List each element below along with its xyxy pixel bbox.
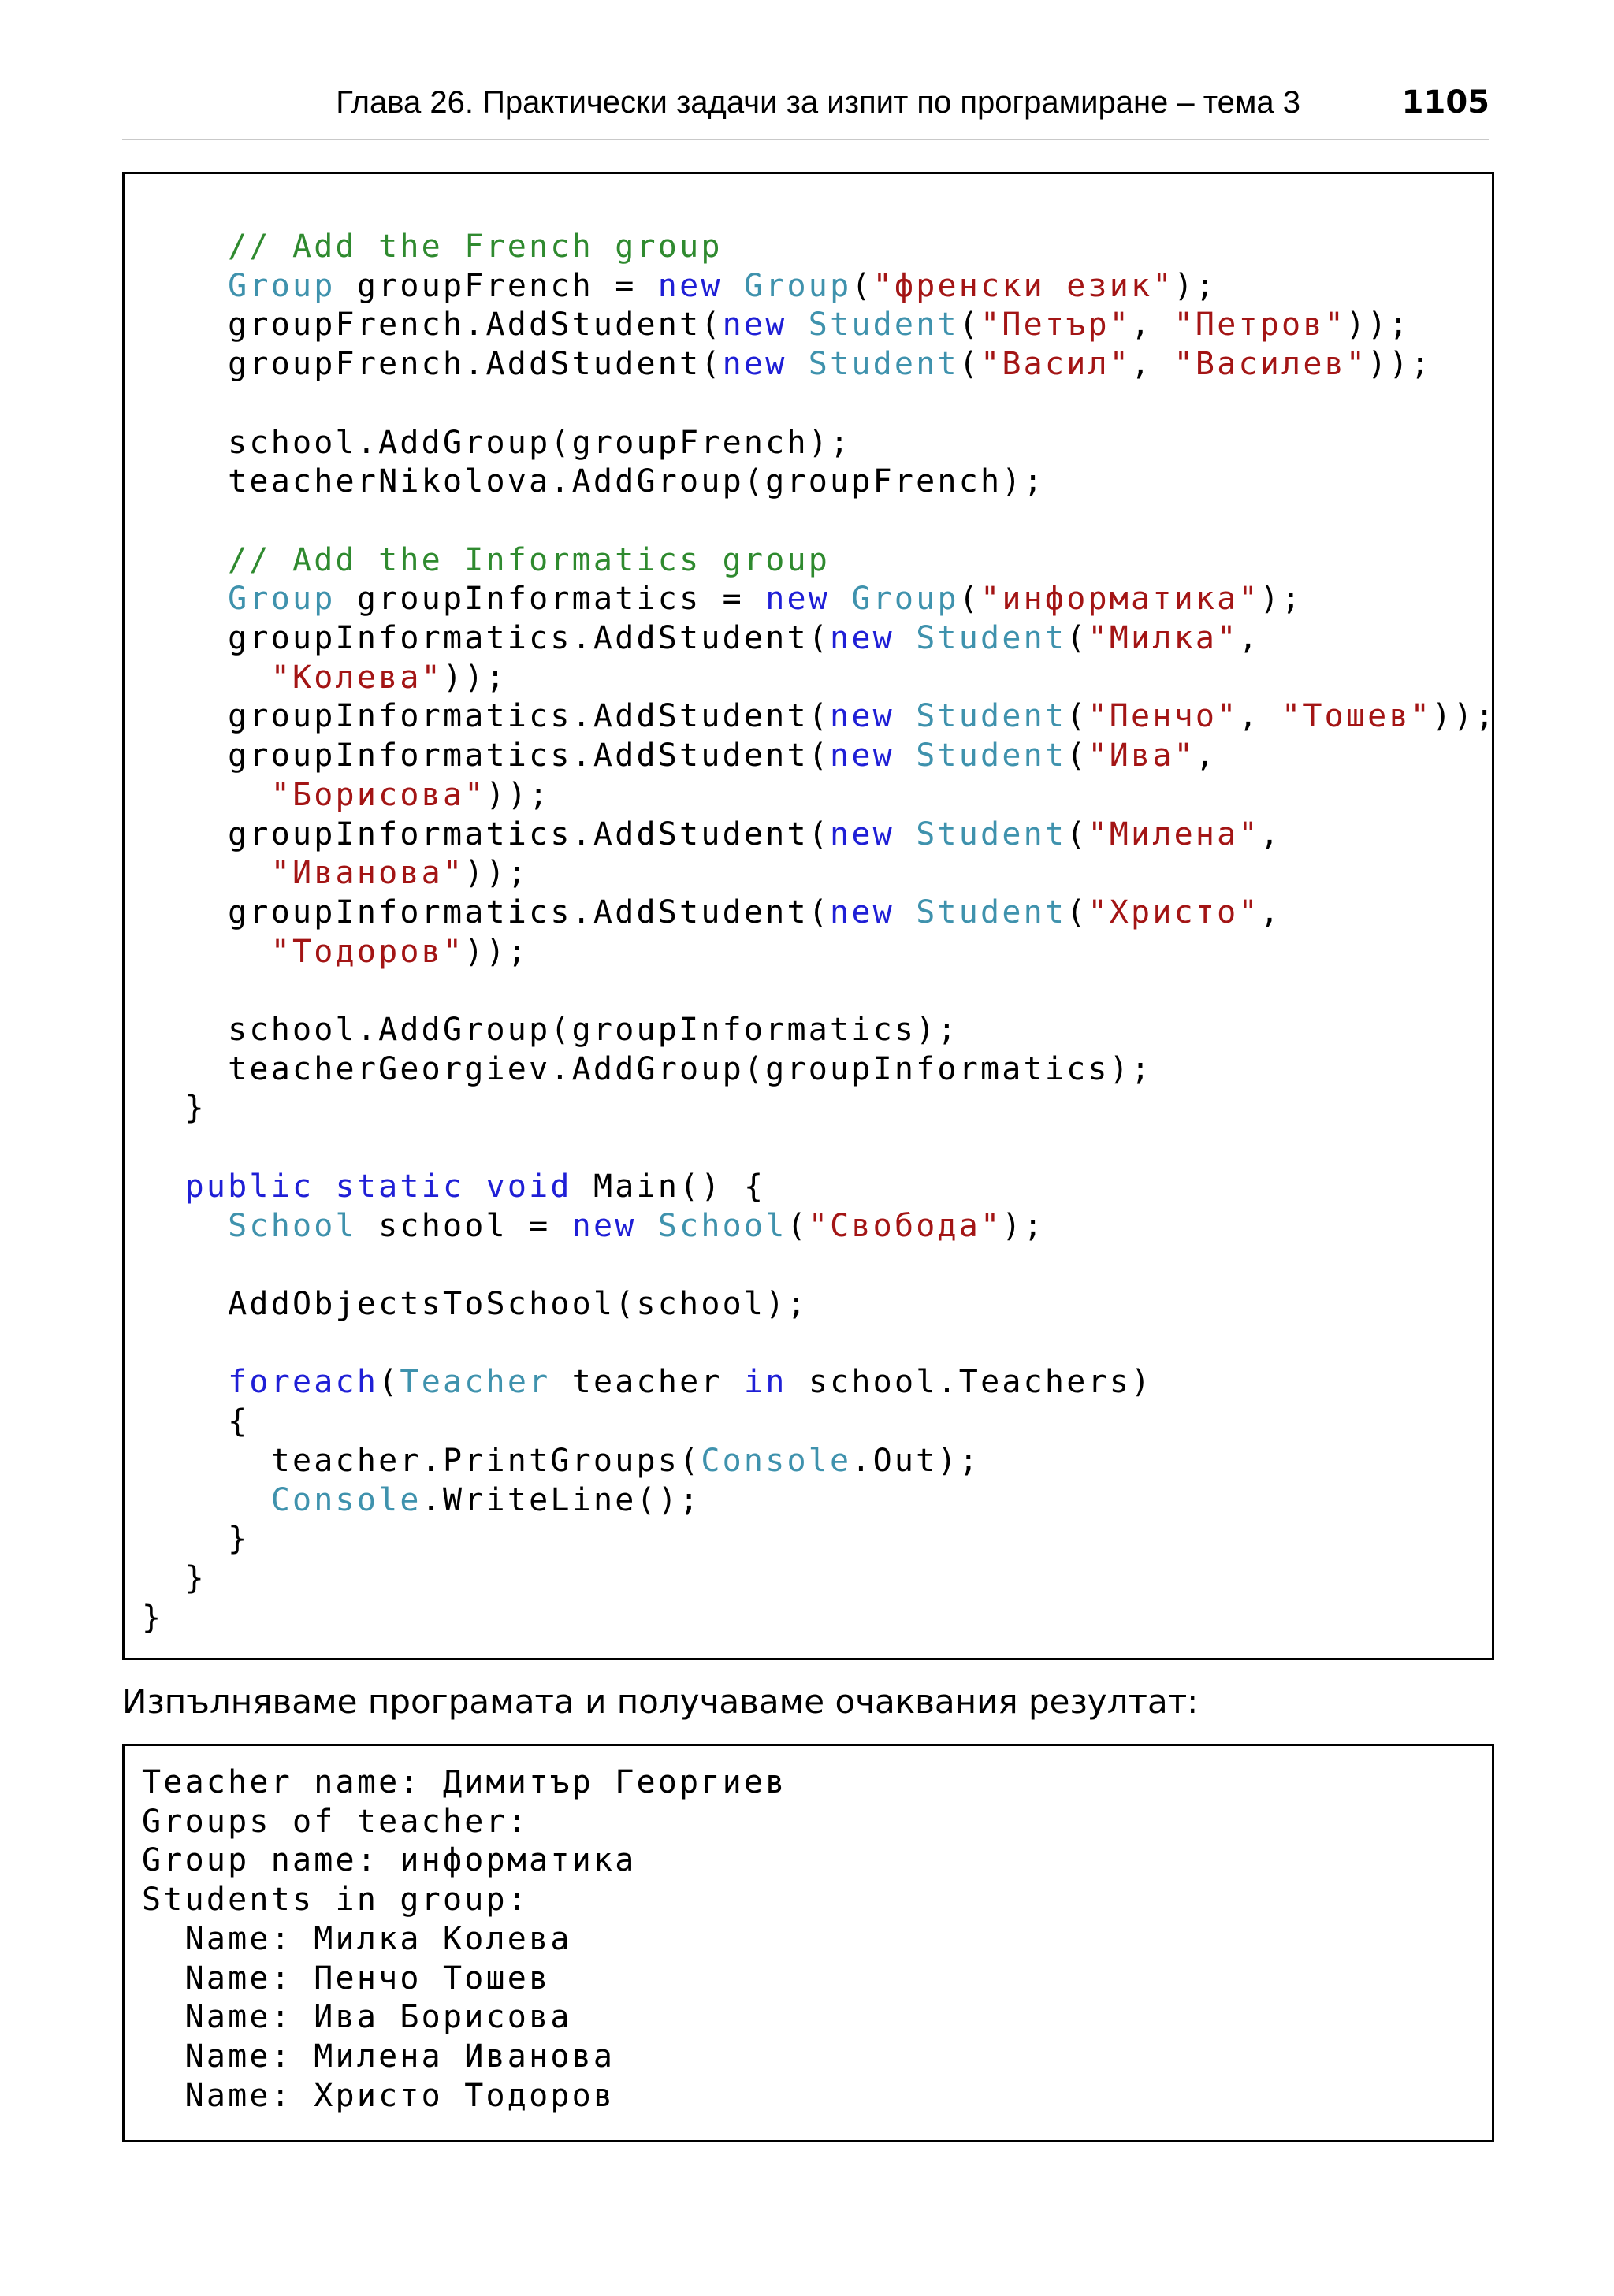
code-token: "Милка"	[1088, 620, 1239, 657]
code-token	[142, 228, 228, 265]
code-line	[142, 346, 1432, 382]
code-token: ));	[442, 659, 508, 696]
code-token: (	[1066, 620, 1088, 657]
code-token	[787, 307, 808, 343]
code-token: groupFrench.AddStudent(	[142, 307, 723, 344]
code-token: school =	[356, 1207, 572, 1244]
code-token	[830, 581, 851, 617]
code-token: Student	[916, 620, 1067, 657]
code-line	[142, 894, 1281, 931]
code-token: );	[1173, 267, 1218, 304]
code-token: Student	[916, 698, 1067, 735]
code-token: ,	[1238, 698, 1282, 735]
code-token: ));	[464, 855, 530, 892]
code-line	[142, 1443, 980, 1479]
code-token	[142, 1208, 228, 1244]
code-token: teacherNikolova.AddGroup(groupFrench);	[142, 463, 1045, 500]
code-token: ));	[1345, 307, 1411, 344]
code-token: }	[142, 1559, 206, 1596]
code-token	[142, 268, 228, 304]
code-token: "Борисова"	[270, 776, 486, 813]
code-line	[142, 620, 1260, 656]
code-token: "Пенчо"	[1088, 698, 1239, 735]
code-token: "Иванова"	[270, 855, 465, 892]
code-token: // Add the Informatics group	[228, 541, 831, 578]
code-token: new	[830, 698, 894, 735]
output-line: Teacher name: Димитър Георгиев	[142, 1764, 787, 1800]
code-token: (	[958, 307, 981, 344]
code-token: ,	[1195, 737, 1218, 775]
code-token	[894, 894, 916, 931]
code-token: ,	[1259, 894, 1282, 931]
code-token: Console	[270, 1481, 422, 1518]
code-line	[142, 1482, 701, 1518]
code-token: }	[142, 1090, 206, 1127]
code-token	[142, 1364, 228, 1400]
code-token: public	[184, 1168, 314, 1205]
code-token: .WriteLine();	[421, 1481, 701, 1518]
code-token: new	[830, 737, 894, 775]
code-token: (	[958, 581, 981, 618]
page-header	[122, 82, 1489, 123]
code-token: (	[958, 346, 981, 383]
code-token: {	[142, 1403, 250, 1440]
code-token: ,	[1131, 307, 1174, 344]
code-line	[142, 934, 529, 970]
code-line	[142, 659, 508, 696]
code-token: teacherGeorgiev.AddGroup(groupInformatics);	[142, 1050, 1153, 1087]
code-token: (	[1066, 815, 1088, 853]
code-line	[142, 1012, 959, 1048]
code-token: "информатика"	[980, 581, 1260, 618]
code-token: "Христо"	[1088, 894, 1260, 931]
code-token	[464, 1168, 485, 1205]
code-line	[142, 307, 1411, 343]
code-token: new	[830, 894, 894, 931]
code-token	[894, 816, 916, 853]
code-token: groupInformatics.AddStudent(	[142, 620, 831, 657]
code-token: groupFrench.AddStudent(	[142, 346, 723, 383]
code-token: Student	[808, 346, 959, 383]
code-token: );	[1002, 1207, 1045, 1244]
header-divider	[122, 139, 1489, 140]
code-token	[142, 1168, 185, 1205]
code-token: teacher	[550, 1364, 744, 1401]
page-number: 1105	[1401, 84, 1489, 121]
code-line	[142, 1286, 809, 1322]
chapter-title: Глава 26. Практически задачи за изпит по програмиране – тема 3	[336, 85, 1300, 120]
code-token	[787, 346, 808, 382]
code-token: ));	[1367, 346, 1433, 383]
code-token	[142, 581, 228, 617]
code-token: Group	[851, 581, 959, 618]
code-token: Teacher	[400, 1364, 551, 1401]
code-token: groupInformatics.AddStudent(	[142, 894, 831, 931]
code-token: ));	[464, 933, 530, 970]
code-token: (	[1066, 737, 1088, 775]
code-token: school.AddGroup(groupFrench);	[142, 424, 852, 461]
code-token: (	[378, 1364, 400, 1401]
code-token: new	[722, 346, 787, 383]
code-token: school.Teachers)	[787, 1364, 1153, 1401]
code-token	[142, 777, 271, 813]
code-token: in	[743, 1364, 787, 1401]
code-token: new	[830, 815, 894, 853]
code-line	[142, 1521, 249, 1557]
code-line	[142, 1403, 249, 1440]
code-token	[314, 1168, 335, 1205]
code-token	[723, 268, 744, 304]
code-line	[142, 1208, 1045, 1244]
code-token: (	[787, 1207, 809, 1244]
code-line	[142, 737, 1217, 774]
code-token: Console	[701, 1442, 852, 1479]
code-token: ));	[1432, 698, 1497, 735]
program-output-box	[122, 1744, 1494, 2142]
code-line	[142, 425, 851, 461]
code-line	[142, 855, 529, 891]
code-token: groupFrench =	[335, 267, 658, 304]
code-token: void	[485, 1168, 572, 1205]
code-token: AddObjectsToSchool(school);	[142, 1285, 809, 1322]
code-token	[142, 542, 228, 578]
output-line: Groups of teacher:	[142, 1803, 530, 1840]
code-token: (	[851, 267, 873, 304]
code-line	[142, 777, 550, 813]
code-token: ,	[1238, 620, 1260, 657]
program-output	[142, 1763, 787, 2116]
output-line: Name: Ива Борисова	[142, 1999, 572, 2036]
code-token: ,	[1131, 346, 1174, 383]
source-code	[142, 228, 1497, 1637]
code-token: Group	[228, 267, 336, 304]
code-line	[142, 816, 1281, 853]
code-token: // Add the French group	[228, 228, 723, 265]
code-token: groupInformatics =	[335, 581, 766, 618]
code-line	[142, 1560, 206, 1596]
code-line	[142, 542, 830, 578]
code-token: "Ива"	[1088, 737, 1196, 775]
code-line	[142, 1051, 1152, 1087]
code-token: teacher.PrintGroups(	[142, 1442, 701, 1479]
code-token: "Петър"	[980, 307, 1132, 344]
code-token: }	[142, 1599, 164, 1636]
code-line	[142, 698, 1497, 734]
code-token: Student	[916, 894, 1067, 931]
code-token: School	[228, 1207, 357, 1244]
code-token: .Out);	[851, 1442, 981, 1479]
code-token: ,	[1259, 815, 1282, 853]
code-line	[142, 1168, 765, 1205]
code-line	[142, 1599, 163, 1636]
code-token: ));	[485, 776, 551, 813]
output-line: Name: Милена Иванова	[142, 2038, 615, 2075]
code-token: "Петров"	[1173, 307, 1346, 344]
code-token	[894, 698, 916, 734]
code-token: new	[722, 307, 787, 344]
code-line	[142, 581, 1303, 617]
code-line	[142, 1364, 1152, 1400]
code-line	[142, 268, 1217, 304]
output-line: Students in group:	[142, 1882, 530, 1919]
code-token: groupInformatics.AddStudent(	[142, 737, 831, 775]
code-token	[142, 659, 271, 696]
code-token	[142, 1482, 271, 1518]
code-token: "Тодоров"	[270, 933, 465, 970]
code-token: new	[765, 581, 831, 618]
code-token: "Василев"	[1173, 346, 1368, 383]
code-token: groupInformatics.AddStudent(	[142, 815, 831, 853]
code-token: Student	[916, 815, 1067, 853]
code-token	[894, 737, 916, 774]
code-token: "Колева"	[270, 659, 443, 696]
code-token: "Тошев"	[1281, 698, 1433, 735]
code-token: "Милена"	[1088, 815, 1260, 853]
code-line	[142, 1090, 206, 1126]
code-token: foreach	[228, 1364, 379, 1401]
code-token: (	[1066, 698, 1088, 735]
code-line	[142, 228, 723, 265]
code-token: new	[571, 1207, 637, 1244]
code-token	[142, 855, 271, 891]
code-token: }	[142, 1521, 250, 1558]
code-token: Student	[808, 307, 959, 344]
code-token: Student	[916, 737, 1067, 775]
code-token: Main() {	[571, 1168, 766, 1205]
code-token	[894, 620, 916, 656]
code-token: School	[657, 1207, 787, 1244]
output-line: Name: Милка Колева	[142, 1920, 572, 1957]
code-token: school.AddGroup(groupInformatics);	[142, 1012, 959, 1049]
output-line: Name: Христо Тодоров	[142, 2077, 615, 2114]
code-token: new	[830, 620, 894, 657]
run-description: Изпълняваме програмата и получаваме очаквания резултат:	[122, 1682, 1199, 1721]
code-token: Group	[228, 581, 336, 618]
code-token: Group	[743, 267, 852, 304]
code-token: );	[1259, 581, 1303, 618]
code-token	[637, 1208, 658, 1244]
output-line: Name: Пенчо Тошев	[142, 1960, 551, 1997]
code-token: "Свобода"	[808, 1207, 1002, 1244]
code-line	[142, 463, 1045, 500]
code-token: (	[1066, 894, 1088, 931]
code-token: groupInformatics.AddStudent(	[142, 698, 831, 735]
code-token	[142, 934, 271, 970]
output-line: Group name: информатика	[142, 1842, 637, 1879]
source-code-box	[122, 172, 1497, 1660]
code-token: "Васил"	[980, 346, 1132, 383]
code-token: new	[657, 267, 723, 304]
code-token: static	[335, 1168, 465, 1205]
code-token: "френски език"	[872, 267, 1174, 304]
